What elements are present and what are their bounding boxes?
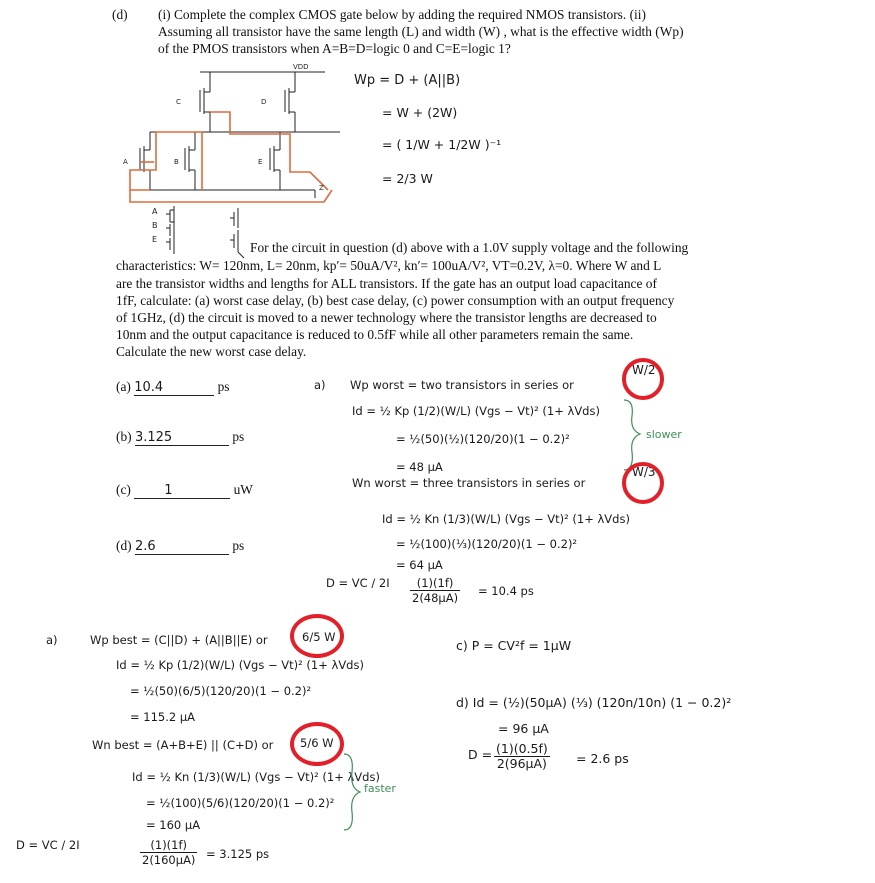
worst-wp-red-circle — [622, 358, 664, 400]
faster-note: faster — [364, 782, 396, 795]
best-a-label: a) — [46, 633, 58, 647]
best-wp-red-circle — [290, 614, 344, 658]
answer-b-value: 3.125 — [135, 431, 229, 446]
gate-a-label: A — [123, 158, 128, 166]
gate-b-label: B — [174, 158, 179, 166]
slower-brace — [620, 398, 644, 472]
gate-d-label: D — [261, 98, 267, 106]
question-line-2: Assuming all transistor have the same length (L) and width (W) , what is the effective width (Wp) — [158, 24, 684, 39]
answer-d-unit: ps — [232, 538, 245, 553]
part-d-delay-result: = 2.6 ps — [576, 751, 629, 766]
faster-brace — [340, 752, 364, 832]
best-delay-result: = 3.125 ps — [206, 847, 270, 861]
best-wn-red-circle — [290, 722, 344, 766]
best-id-line-3: = 115.2 μA — [130, 710, 196, 724]
answer-c — [116, 481, 253, 499]
best-wp-line: Wp best = (C||D) + (A||B||E) or — [90, 633, 268, 647]
gate-e-label: E — [258, 158, 263, 166]
answer-c-unit: uW — [233, 482, 253, 497]
part-d-delay-fraction — [494, 742, 550, 771]
worst-a-label: a) — [314, 378, 326, 392]
worst-in-line-2: = ½(100)(⅓)(120/20)(1 − 0.2)² — [396, 537, 578, 551]
best-in-line-3: = 160 μA — [146, 818, 201, 832]
nmos-a-label: A — [152, 207, 158, 216]
best-delay-fraction — [140, 838, 197, 867]
worst-id-line-3: = 48 μA — [396, 460, 443, 474]
best-wp-circled: 6/5 W — [302, 630, 336, 644]
answer-a — [116, 378, 230, 396]
answer-a-label: (a) — [116, 379, 131, 394]
part-c-power: c) P = CV²f = 1μW — [456, 638, 572, 653]
part-d-line-2: = 96 μA — [498, 721, 549, 736]
question-line-3: of the PMOS transistors when A=B=D=logic 0 and C=E=logic 1? — [158, 41, 511, 56]
wp-work-line-1: Wp = D + (A||B) — [354, 73, 461, 88]
part-d-delay-lhs: D = — [468, 747, 493, 762]
worst-wp-line: Wp worst = two transistors in series or — [350, 378, 574, 392]
best-wn-circled: 5/6 W — [300, 736, 334, 750]
answer-c-label: (c) — [116, 482, 131, 497]
best-in-line-1: Id = ½ Kn (1/3)(W/L) (Vgs − Vt)² (1+ λVds) — [132, 770, 380, 784]
question-label: (d) — [112, 7, 128, 22]
best-wn-line: Wn best = (A+B+E) || (C+D) or — [92, 738, 274, 752]
worst-wn-circled: W/3 — [632, 465, 656, 479]
worst-id-line-1: Id = ½ Kp (1/2)(W/L) (Vgs − Vt)² (1+ λVds) — [352, 404, 600, 418]
gate-c-label: C — [176, 98, 181, 106]
best-id-line-1: Id = ½ Kp (1/2)(W/L) (Vgs − Vt)² (1+ λVds) — [116, 658, 364, 672]
answer-c-value: 1 — [134, 484, 230, 499]
worst-wn-red-circle — [622, 462, 664, 504]
wp-work-line-3: = ( 1/W + 1/2W )⁻¹ — [382, 137, 502, 152]
answer-d-label: (d) — [116, 538, 132, 553]
worst-wp-circled: W/2 — [632, 363, 656, 377]
best-id-line-2: = ½(50)(6/5)(120/20)(1 − 0.2)² — [130, 684, 312, 698]
part2-line-4: 1fF, calculate: (a) worst case delay, (b) best case delay, (c) power consumption with an output frequency — [116, 293, 675, 308]
answer-d — [116, 537, 244, 555]
best-delay-num: (1)(1f) — [140, 838, 197, 853]
part2-line-6: 10nm and the output capacitance is reduced to 0.5fF while all other parameters remain the same. — [116, 327, 634, 342]
wp-work-line-4: = 2/3 W — [382, 171, 433, 186]
part2-line-2: characteristics: W= 120nm, L= 20nm, kp′= 50uA/V², kn′= 100uA/V², VT=0.2V, λ=0. Where W and L — [116, 258, 662, 273]
part2-line-3: are the transistor widths and lengths for ALL transistors. If the gate has an output load capacitance of — [116, 276, 657, 291]
nmos-b-label: B — [152, 221, 158, 230]
part-d-delay-den: 2(96μA) — [496, 756, 547, 771]
best-delay-den: 2(160μA) — [142, 853, 196, 867]
best-delay-lhs: D = VC / 2I — [16, 838, 80, 852]
part2-line-5: of 1GHz, (d) the circuit is moved to a newer technology where the transistor lengths are decreased to — [116, 310, 657, 325]
answer-a-unit: ps — [217, 379, 230, 394]
worst-delay-fraction — [410, 576, 460, 605]
nmos-e-label: E — [152, 235, 158, 244]
answer-d-value: 2.6 — [135, 540, 229, 555]
cmos-schematic — [110, 62, 340, 262]
worst-in-line-1: Id = ½ Kn (1/3)(W/L) (Vgs − Vt)² (1+ λVds) — [382, 512, 630, 526]
worst-in-line-3: = 64 μA — [396, 558, 443, 572]
answer-b — [116, 428, 244, 446]
worst-delay-result: = 10.4 ps — [478, 584, 534, 598]
worst-delay-num: (1)(1f) — [410, 576, 460, 591]
part2-line-7: Calculate the new worst case delay. — [116, 344, 307, 359]
answer-b-label: (b) — [116, 429, 132, 444]
question-line-1: (i) Complete the complex CMOS gate below by adding the required NMOS transistors. (ii) — [158, 7, 646, 22]
part2-line-1: For the circuit in question (d) above with a 1.0V supply voltage and the following — [250, 240, 689, 255]
answer-b-unit: ps — [232, 429, 245, 444]
best-in-line-2: = ½(100)(5/6)(120/20)(1 − 0.2)² — [146, 796, 335, 810]
part-d-delay-num: (1)(0.5f) — [496, 741, 548, 756]
output-z-label: Z — [319, 184, 324, 192]
answer-a-value: 10.4 — [134, 381, 214, 396]
vdd-label: VDD — [293, 63, 309, 71]
worst-delay-den: 2(48μA) — [412, 591, 459, 605]
worst-id-line-2: = ½(50)(½)(120/20)(1 − 0.2)² — [396, 432, 570, 446]
worst-wn-line: Wn worst = three transistors in series or — [352, 476, 586, 490]
part-d-line-1: d) Id = (½)(50μA) (⅓) (120n/10n) (1 − 0.2)² — [456, 695, 732, 710]
slower-note: slower — [646, 428, 682, 441]
worst-delay-lhs: D = VC / 2I — [326, 576, 390, 590]
wp-work-line-2: = W + (2W) — [382, 105, 458, 120]
